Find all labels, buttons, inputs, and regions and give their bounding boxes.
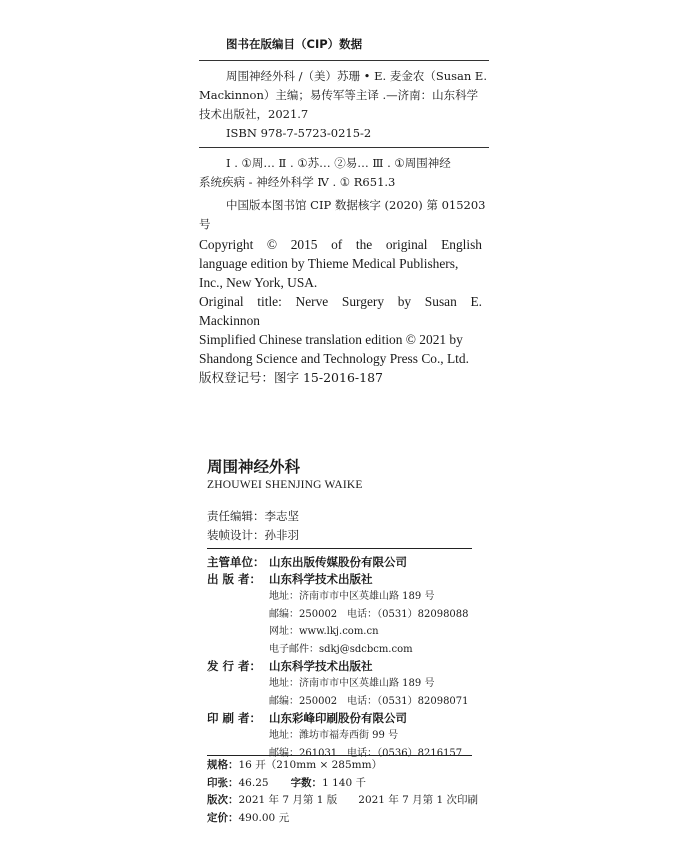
translation-line: Simplified Chinese translation edition © 2021 by [199, 332, 463, 347]
publisher-phone: 邮编：250002 电话：（0531）82098088 [269, 608, 469, 620]
printer-phone: 邮编：261031 电话：（0536）8216157 [269, 747, 463, 759]
price-value: 490.00 元 [238, 811, 290, 824]
publisher-label: 出 版 者： [207, 572, 262, 586]
cip-class-line: Ⅰ . ①周… Ⅱ . ①苏… ②易… Ⅲ . ①周围神经 [226, 156, 451, 170]
publisher-email: 电子邮件：sdkj@sdcbcm.com [269, 643, 413, 655]
publisher-website: 网址：www.lkj.com.cn [269, 626, 379, 637]
cip-classification [199, 154, 489, 192]
original-title-line: Mackinnon [199, 313, 260, 328]
divider-top [207, 548, 472, 549]
words-label: 字数： [290, 776, 323, 789]
distributor-value: 山东科学技术出版社 [269, 659, 373, 673]
cip-block [199, 36, 489, 234]
cip-bibliography [199, 67, 489, 143]
edition-value: 2021 年 7 月第 1 版 2021 年 7 月第 1 次印刷 [238, 794, 479, 806]
distributor-row [207, 658, 477, 675]
edition-row [207, 792, 478, 810]
book-specs [207, 757, 478, 827]
publisher-info [207, 554, 477, 762]
translation-line: Shandong Science and Technology Press Co., Ltd. [199, 351, 469, 366]
publisher-address: 地址：济南市市中区英雄山路 189 号 [269, 591, 435, 602]
cip-isbn: ISBN 978-7-5723-0215-2 [226, 126, 372, 140]
cip-mid-rule [199, 147, 489, 148]
cover-designer: 装帧设计：孙非羽 [207, 528, 299, 542]
copyright-line: language edition by Thieme Medical Publishers, [199, 256, 459, 271]
cip-bib-line: 周围神经外科 /（美）苏珊 • E. 麦金农（Susan E. [226, 69, 487, 83]
cip-bib-line: 技术出版社，2021.7 [199, 107, 309, 121]
printer-label: 印 刷 者： [207, 711, 262, 725]
cip-verify-number: 中国版本图书馆 CIP 数据核字 (2020) 第 015203 号 [199, 198, 486, 231]
book-pinyin-title: ZHOUWEI SHENJING WAIKE [207, 479, 363, 491]
book-title: 周围神经外科 [207, 458, 301, 476]
cip-class-line: 系统疾病 - 神经外科学 Ⅳ . ① R651.3 [199, 175, 396, 189]
distributor-phone: 邮编：250002 电话：（0531）82098071 [269, 695, 469, 707]
sheets-label: 印张： [207, 776, 239, 789]
edition-label: 版次： [207, 794, 239, 806]
format-label: 规格： [207, 759, 239, 771]
cip-bib-line: Mackinnon）主编；易传军等主译 .—济南：山东科学 [199, 88, 479, 102]
cip-top-rule [199, 60, 489, 61]
price-label: 定价： [207, 811, 239, 824]
publisher-row [207, 571, 477, 588]
printer-address: 地址：潍坊市福寿西街 99 号 [269, 730, 399, 741]
sheets-words-row [207, 775, 478, 793]
publisher-value: 山东科学技术出版社 [269, 572, 373, 586]
distributor-label: 发 行 者： [207, 659, 262, 673]
printer-value: 山东彩峰印刷股份有限公司 [269, 711, 407, 725]
printer-row [207, 710, 477, 727]
responsible-editor: 责任编辑：李志坚 [207, 509, 299, 523]
price-row [207, 810, 478, 828]
distributor-address: 地址：济南市市中区英雄山路 189 号 [269, 678, 435, 689]
cip-title: 图书在版编目（CIP）数据 [226, 37, 363, 51]
copyright-registration: 版权登记号：图字 15-2016-187 [199, 370, 383, 385]
sponsor-label: 主管单位： [207, 555, 265, 569]
copyright-line: Inc., New York, USA. [199, 275, 318, 290]
sheets-value: 46.25 [238, 776, 269, 789]
sponsor-row [207, 554, 477, 571]
copyright-line: Copyright © 2015 of the original English [199, 237, 482, 252]
words-value: 1 140 千 [322, 776, 366, 789]
format-value: 16 开（210mm × 285mm） [238, 759, 383, 771]
divider-bottom [207, 755, 472, 756]
sponsor-value: 山东出版传媒股份有限公司 [269, 555, 407, 569]
format-row [207, 757, 478, 775]
original-title-line: Original title: Nerve Surgery by Susan E. [199, 294, 482, 309]
copyright-block [199, 235, 482, 387]
